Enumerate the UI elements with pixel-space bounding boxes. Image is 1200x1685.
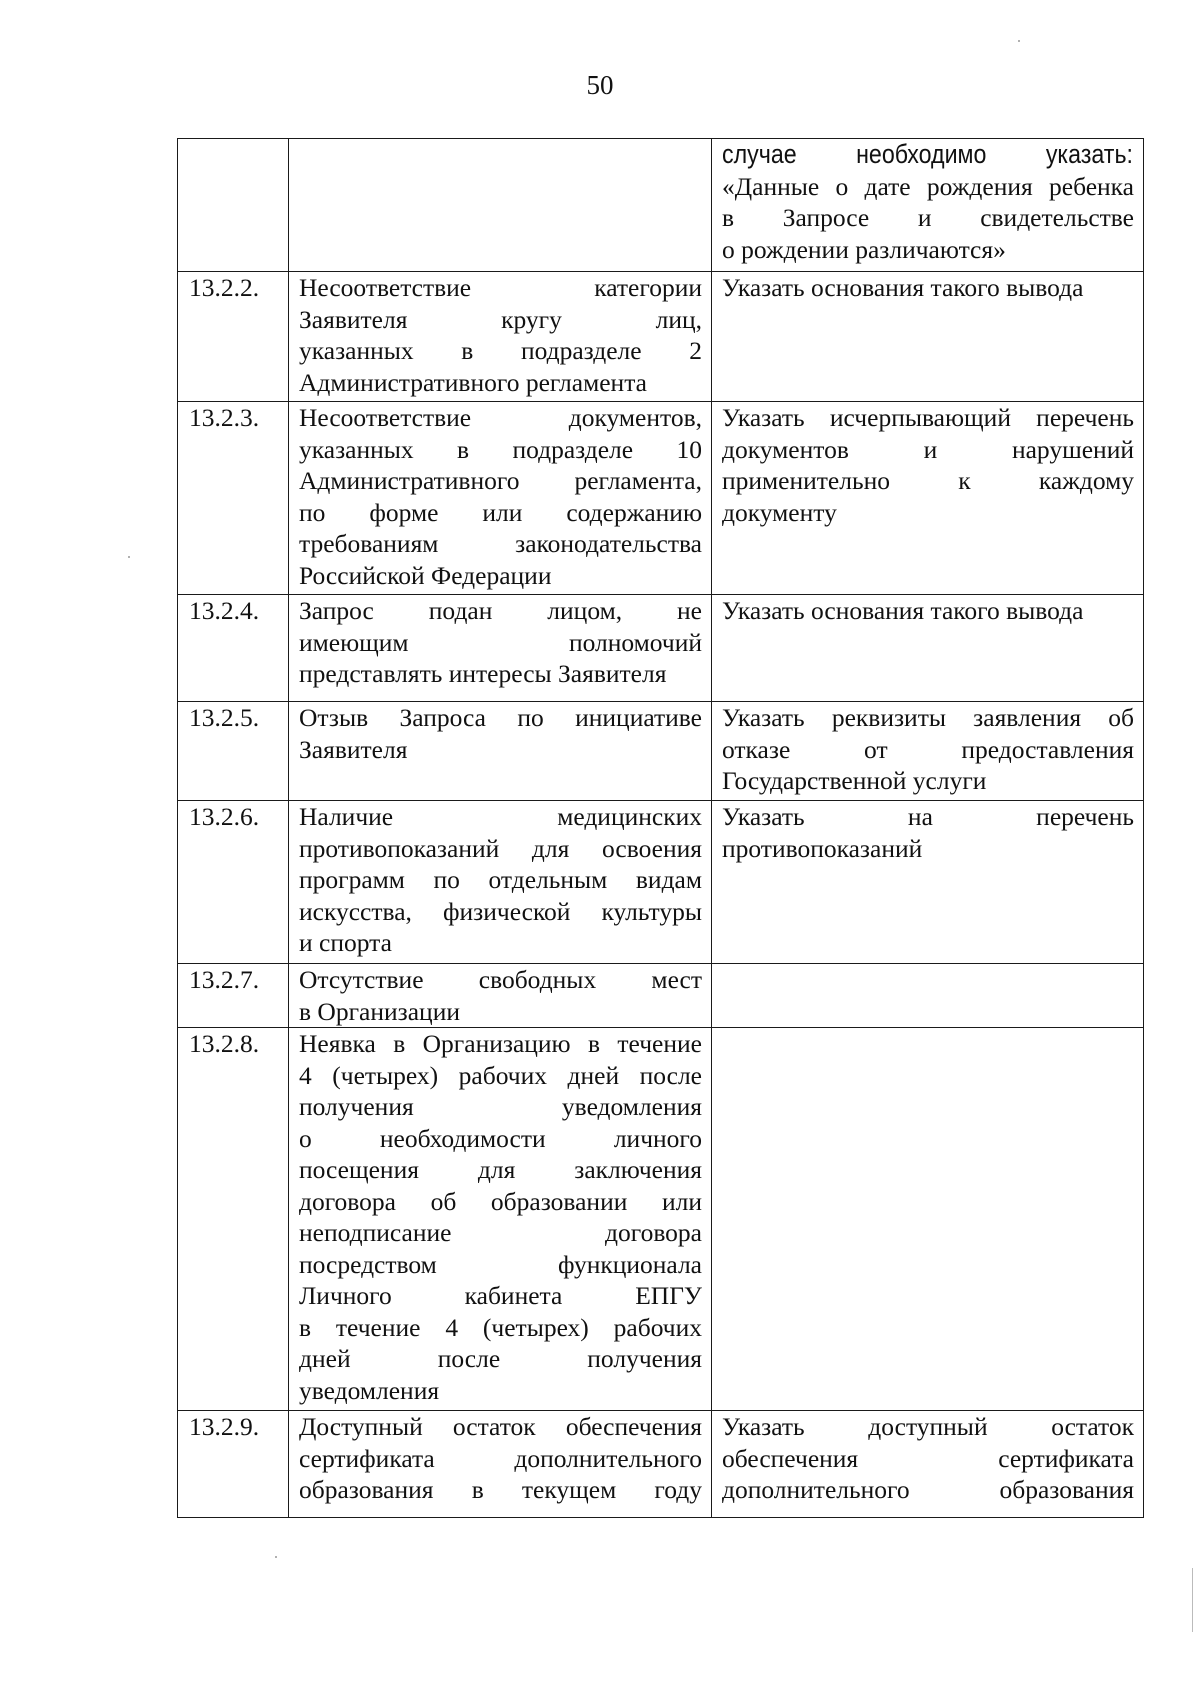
refusal-ground-line: Неявка в Организацию в течение (299, 1029, 702, 1058)
explanation-line: Указать на перечень (722, 802, 1134, 831)
refusal-ground-line: представлять интересы Заявителя (299, 659, 667, 688)
table-body (178, 139, 1144, 1518)
refusal-ground-cell (289, 702, 712, 801)
refusal-ground-line: Несоответствие документов, (299, 403, 702, 432)
scan-speck (128, 556, 130, 558)
explanation-cell (712, 402, 1144, 595)
refusal-ground-line: о необходимости личного (299, 1123, 702, 1153)
refusal-ground-cell (289, 402, 712, 595)
refusal-ground-line: искусства, физической культуры (299, 896, 702, 926)
explanation-cell (712, 1411, 1144, 1518)
refusal-ground-line: Административного регламента (299, 367, 647, 397)
explanation-cell (712, 139, 1144, 272)
explanation-line: противопоказаний (722, 833, 923, 863)
scan-edge-mark (1192, 1568, 1193, 1632)
row-number: 13.2.3. (178, 402, 289, 595)
refusal-ground-cell (289, 1028, 712, 1411)
refusal-ground-line: Российской Федерации (299, 560, 552, 590)
refusal-ground-line: указанных в подразделе 10 (299, 434, 702, 464)
grounds-table (177, 138, 1144, 1518)
refusal-ground-line: получения уведомления (299, 1092, 702, 1121)
refusal-ground-line: требованиям законодательства (299, 529, 702, 558)
explanation-line: применительно к каждому (722, 466, 1134, 495)
explanation-line: случае необходимо указать: (722, 139, 1133, 169)
explanation-line: Указать исчерпывающий перечень (722, 403, 1134, 432)
refusal-ground-line: дней после получения (299, 1344, 702, 1373)
refusal-ground-line: Несоответствие категории (299, 273, 702, 302)
table-row (178, 1411, 1144, 1518)
refusal-ground-line: посещения для заключения (299, 1155, 702, 1184)
table-row (178, 702, 1144, 801)
row-number (178, 139, 289, 272)
refusal-ground-cell (289, 1411, 712, 1518)
refusal-ground-line: уведомления (299, 1375, 440, 1405)
table-row (178, 1028, 1144, 1411)
table-row (178, 139, 1144, 272)
explanation-cell (712, 702, 1144, 801)
refusal-ground-line: в течение 4 (четырех) рабочих (299, 1312, 702, 1342)
row-number: 13.2.9. (178, 1411, 289, 1518)
refusal-ground-line: Отсутствие свободных мест (299, 965, 702, 994)
refusal-ground-line: программ по отдельным видам (299, 865, 702, 894)
refusal-ground-line: Заявителя (299, 734, 408, 764)
table-row (178, 595, 1144, 702)
explanation-line: в Запросе и свидетельстве (722, 203, 1134, 232)
table-row (178, 272, 1144, 402)
explanation-cell (712, 272, 1144, 402)
explanation-cell (712, 595, 1144, 702)
refusal-ground-line: Доступный остаток обеспечения (299, 1412, 702, 1441)
explanation-line: документов и нарушений (722, 434, 1134, 464)
explanation-line: «Данные о дате рождения ребенка (722, 171, 1134, 201)
refusal-ground-cell (289, 139, 712, 272)
refusal-ground-line: неподписание договора (299, 1218, 702, 1247)
refusal-ground-line: Заявителя кругу лиц, (299, 304, 702, 334)
refusal-ground-cell (289, 801, 712, 964)
refusal-ground-line: противопоказаний для освоения (299, 833, 702, 863)
refusal-ground-cell (289, 272, 712, 402)
refusal-ground-cell (289, 964, 712, 1028)
refusal-ground-line: образования в текущем году (299, 1475, 702, 1504)
page-number: 50 (586, 70, 614, 100)
refusal-ground-line: в Организации (299, 996, 460, 1026)
scan-speck (275, 1556, 277, 1558)
row-number: 13.2.2. (178, 272, 289, 402)
refusal-ground-line: Личного кабинета ЕПГУ (299, 1281, 702, 1310)
row-number: 13.2.5. (178, 702, 289, 801)
explanation-line: дополнительного образования (722, 1475, 1134, 1504)
table-row (178, 402, 1144, 595)
refusal-ground-line: договора об образовании или (299, 1186, 702, 1216)
table-row (178, 964, 1144, 1028)
refusal-ground-line: имеющим полномочий (299, 627, 702, 657)
explanation-line: документу (722, 497, 837, 527)
refusal-ground-line: посредством функционала (299, 1249, 702, 1279)
refusal-ground-line: Наличие медицинских (299, 802, 702, 831)
row-number: 13.2.8. (178, 1028, 289, 1411)
explanation-line: о рождении различаются» (722, 234, 1006, 264)
refusal-ground-line: сертификата дополнительного (299, 1443, 702, 1473)
explanation-cell (712, 964, 1144, 1028)
refusal-ground-line: Отзыв Запроса по инициативе (299, 703, 702, 732)
row-number: 13.2.4. (178, 595, 289, 702)
refusal-ground-line: и спорта (299, 928, 392, 957)
refusal-ground-line: 4 (четырех) рабочих дней после (299, 1060, 702, 1090)
row-number: 13.2.7. (178, 964, 289, 1028)
explanation-line: Указать доступный остаток (722, 1412, 1134, 1441)
refusal-ground-line: Административного регламента, (299, 466, 702, 495)
row-number: 13.2.6. (178, 801, 289, 964)
explanation-line: Указать основания такого вывода (722, 273, 1084, 302)
scan-speck (1018, 40, 1020, 42)
explanation-line: Указать реквизиты заявления об (722, 703, 1134, 732)
explanation-cell (712, 1028, 1144, 1411)
explanation-line: отказе от предоставления (722, 734, 1134, 764)
refusal-ground-line: указанных в подразделе 2 (299, 336, 702, 365)
explanation-line: Указать основания такого вывода (722, 596, 1084, 625)
refusal-ground-line: Запрос подан лицом, не (299, 596, 702, 625)
explanation-cell (712, 801, 1144, 964)
refusal-ground-line: по форме или содержанию (299, 497, 702, 527)
table-row (178, 801, 1144, 964)
refusal-ground-cell (289, 595, 712, 702)
explanation-line: Государственной услуги (722, 766, 987, 795)
explanation-line: обеспечения сертификата (722, 1443, 1134, 1473)
